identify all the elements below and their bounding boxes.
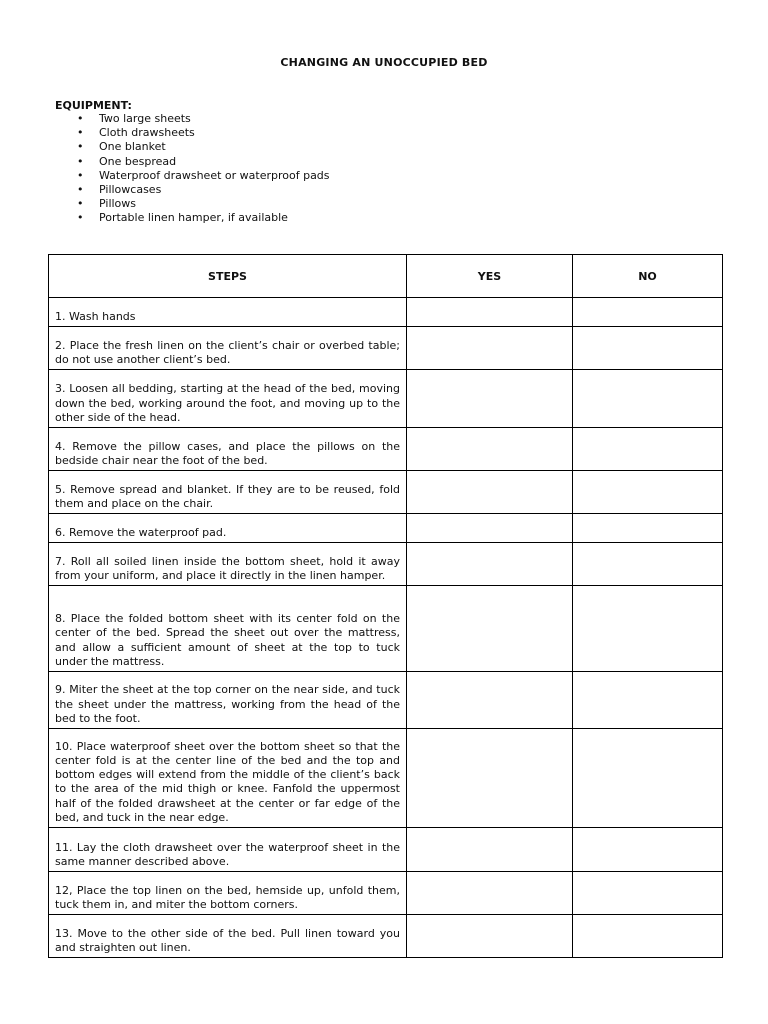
step-text: 2. Place the fresh linen on the client’s chair or overbed table; do not use another client’s bed. [49, 327, 407, 370]
equipment-item-label: Portable linen hamper, if available [99, 211, 288, 225]
bullet-icon: • [77, 112, 84, 125]
step-text: 5. Remove spread and blanket. If they are to be reused, fold them and place on the chair. [49, 471, 407, 514]
table-row [49, 543, 723, 586]
no-checkbox-cell[interactable] [573, 828, 723, 872]
yes-column-header: YES [407, 255, 573, 298]
equipment-item-label: Two large sheets [99, 112, 191, 125]
bullet-icon: • [77, 154, 84, 168]
yes-checkbox-cell[interactable] [407, 828, 573, 872]
no-checkbox-cell[interactable] [573, 543, 723, 586]
bullet-icon: • [77, 183, 84, 197]
step-text: 1. Wash hands [49, 298, 407, 327]
yes-checkbox-cell[interactable] [407, 872, 573, 915]
table-row [49, 298, 723, 327]
table-row [49, 428, 723, 471]
page-title: CHANGING AN UNOCCUPIED BED [280, 56, 488, 69]
step-text: 12, Place the top linen on the bed, hemside up, unfold them, tuck them in, and miter the bottom corners. [49, 872, 407, 915]
no-checkbox-cell[interactable] [573, 514, 723, 543]
no-checkbox-cell[interactable] [573, 915, 723, 958]
yes-checkbox-cell[interactable] [407, 514, 573, 543]
table-row [49, 672, 723, 729]
no-checkbox-cell[interactable] [573, 586, 723, 672]
equipment-heading: EQUIPMENT: [55, 99, 132, 112]
equipment-list [55, 112, 330, 226]
step-text: 10. Place waterproof sheet over the bottom sheet so that the center fold is at the center line of the bed and the top and bottom edges will extend from the middle of the client’s back to the area of the mid thigh or knee. Fanfold the uppermost half of the folded drawsheet at the center or far edge of the bed, and tuck in the near edge. [49, 729, 407, 828]
table-row [49, 514, 723, 543]
step-text: 9. Miter the sheet at the top corner on the near side, and tuck the sheet under the mattress, working from the head of the bed to the foot. [49, 672, 407, 729]
bullet-icon: • [77, 211, 84, 225]
equipment-item [55, 183, 330, 197]
step-text: 3. Loosen all bedding, starting at the head of the bed, moving down the bed, working around the foot, and moving up to the other side of the head. [49, 370, 407, 428]
no-checkbox-cell[interactable] [573, 428, 723, 471]
equipment-item-label: Pillowcases [99, 183, 162, 197]
bullet-icon: • [77, 168, 84, 182]
equipment-item-label: Cloth drawsheets [99, 126, 195, 140]
equipment-item [55, 211, 330, 225]
steps-checklist-table [48, 254, 723, 958]
no-column-header: NO [573, 255, 723, 298]
yes-checkbox-cell[interactable] [407, 471, 573, 514]
equipment-item [55, 197, 330, 211]
step-text: 4. Remove the pillow cases, and place the pillows on the bedside chair near the foot of the bed. [49, 428, 407, 471]
equipment-item [55, 126, 330, 140]
step-text: 8. Place the folded bottom sheet with its center fold on the center of the bed. Spread the sheet out over the mattress, and allow a sufficient amount of sheet at the top to tuck under the mattress. [49, 586, 407, 672]
equipment-item-label: One bespread [99, 154, 177, 168]
step-text: 6. Remove the waterproof pad. [49, 514, 407, 543]
step-text: 11. Lay the cloth drawsheet over the waterproof sheet in the same manner described above. [49, 828, 407, 872]
yes-checkbox-cell[interactable] [407, 370, 573, 428]
no-checkbox-cell[interactable] [573, 327, 723, 370]
table-header-row [49, 255, 723, 298]
equipment-item-label: Pillows [99, 197, 137, 211]
table-row [49, 729, 723, 828]
step-text: 7. Roll all soiled linen inside the bottom sheet, hold it away from your uniform, and place it directly in the linen hamper. [49, 543, 407, 586]
table-row [49, 586, 723, 672]
no-checkbox-cell[interactable] [573, 471, 723, 514]
equipment-item [55, 155, 330, 169]
equipment-item [55, 140, 330, 154]
no-checkbox-cell[interactable] [573, 370, 723, 428]
yes-checkbox-cell[interactable] [407, 672, 573, 729]
equipment-item [55, 112, 330, 126]
yes-checkbox-cell[interactable] [407, 915, 573, 958]
yes-checkbox-cell[interactable] [407, 543, 573, 586]
table-row [49, 327, 723, 370]
bullet-icon: • [77, 140, 84, 154]
no-checkbox-cell[interactable] [573, 672, 723, 729]
equipment-item [55, 169, 330, 183]
yes-checkbox-cell[interactable] [407, 298, 573, 327]
steps-column-header: STEPS [49, 255, 407, 298]
no-checkbox-cell[interactable] [573, 298, 723, 327]
bullet-icon: • [77, 197, 84, 211]
bullet-icon: • [77, 126, 84, 140]
table-row [49, 872, 723, 915]
equipment-item-label: Waterproof drawsheet or waterproof pads [99, 168, 330, 182]
equipment-item-label: One blanket [99, 140, 166, 154]
yes-checkbox-cell[interactable] [407, 428, 573, 471]
table-row [49, 370, 723, 428]
table-row [49, 471, 723, 514]
table-row [49, 915, 723, 958]
no-checkbox-cell[interactable] [573, 729, 723, 828]
step-text: 13. Move to the other side of the bed. Pull linen toward you and straighten out linen. [49, 915, 407, 958]
yes-checkbox-cell[interactable] [407, 586, 573, 672]
equipment-section [55, 99, 330, 226]
no-checkbox-cell[interactable] [573, 872, 723, 915]
yes-checkbox-cell[interactable] [407, 729, 573, 828]
table-row [49, 828, 723, 872]
yes-checkbox-cell[interactable] [407, 327, 573, 370]
